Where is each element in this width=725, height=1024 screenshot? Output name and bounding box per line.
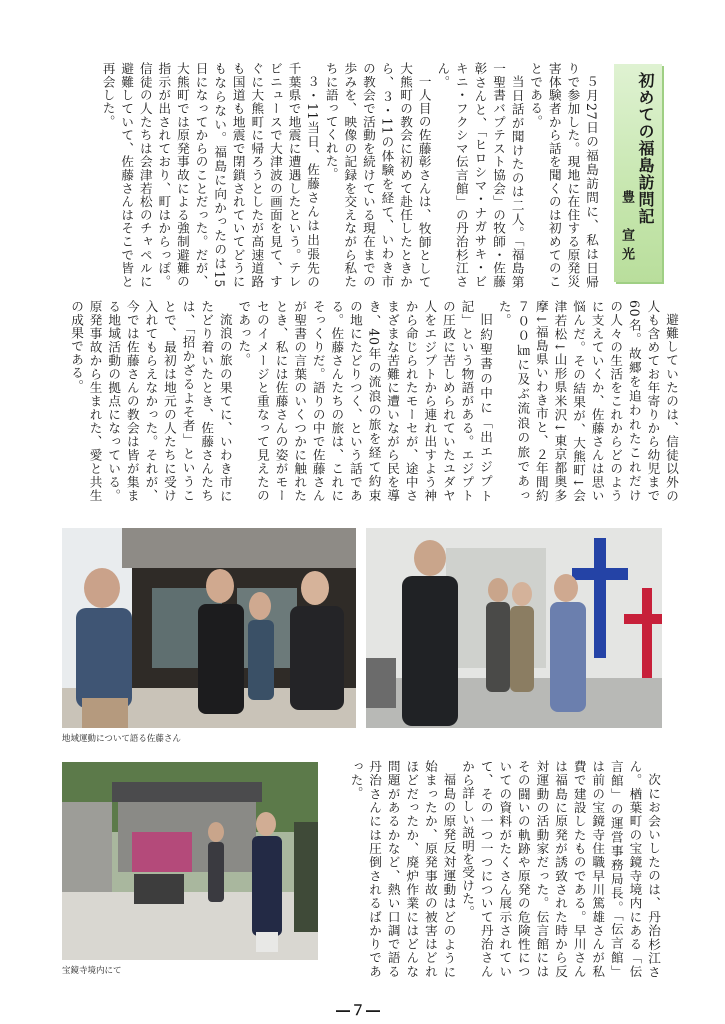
paragraph: 流浪の旅の果てに、いわき市にたどり着いたとき、佐藤さんたちは、「招かざるよそ者」ということで、最初は地元の人たちに受け入れてもらえなかった。それが、今では佐藤さんの教会は皆が集まる地域活動の拠点になっている。原発事故から生まれた、愛と共生の成果である。 bbox=[69, 300, 233, 502]
text-block-bottom-right bbox=[336, 760, 662, 978]
paragraph: 旧約聖書の中に「出エジプト記」という物語がある。エジプトの圧政に苦しめられていたユダヤ人をエジプトから連れ出すよう神から命じられたモーセが、途中さまざまな苦難に遭いながら民を導き、40年の流浪の旅を経て約束の地にたどりつく、という話である。佐藤さんたちの旅は、これにそっくりだ。語りの中で佐藤さんが聖書の言葉のいくつかに触れたとき、私には佐藤さんの姿がモーセのイメージと重なって見えたのであった。 bbox=[236, 300, 494, 502]
text-block-top-left bbox=[60, 300, 680, 502]
article-author: 豊 宣光 bbox=[619, 190, 634, 266]
photo-sato-speaking bbox=[62, 528, 356, 728]
paragraph: 避難していたのは、信徒以外の人も含めてお年寄りから幼児まで60名。故郷を追われたこれだけの人々の生活をこれからどのように支えていくか、佐藤さんは思い悩んだ。その結果が、大熊町↓会津若松↓山形県米沢↓東京都奥多摩↓福島県いわき市と、２年間約７００㎞に及ぶ流浪の旅であった。 bbox=[496, 300, 679, 502]
paragraph: 一人目の佐藤彰さんは、牧師として大熊町の教会に初めて赴任したときから、３・11の体験を経て、いわき市の教会で活動を続けている現在までの歩みを、映像の記録を交えながら私たちに語ってくれた。 bbox=[323, 62, 432, 288]
caption-photo3: 宝鏡寺境内にて bbox=[62, 966, 122, 976]
photo-dengonkan-image bbox=[366, 528, 662, 728]
photo-sato-speaking-image bbox=[62, 528, 356, 728]
paragraph: 福島の原発反対運動はどのように始まったか、原発事故の被害はどれほどだったか、廃炉作業にはどんな問題があるかなど、熱い口調で語る丹治さんには圧倒されるばかりであった。 bbox=[348, 760, 457, 978]
paragraph: ３・11当日、佐藤さんは出張先の千葉県で地震に遭遇したという。テレビニュースで大津波の画面を見て、すぐに大熊町に帰ろうとしたが高速道路も国道も地震で閉鎖されていてどうにもならない。福島に向かったのは15日になってからのことだった。だが、大熊町では原発事故による強制避難の指示が出されており、町はからっぽ。信徒の人たちは会津若松のチャペルに避難していて、佐藤さんはそこで皆と再会した。 bbox=[100, 62, 321, 288]
text-block-top-right bbox=[60, 62, 600, 288]
paragraph: ５月27日の福島訪問に、私は日帰りで参加した。現地に在住する原発災害体験者から話を聞くのは初めてのことである。 bbox=[528, 62, 599, 288]
caption-photo1: 地域運動について語る佐藤さん bbox=[62, 734, 181, 744]
photo-dengonkan-interior bbox=[366, 528, 662, 728]
photo-temple-grounds bbox=[62, 762, 318, 960]
article-title: 初めての福島訪問記 bbox=[636, 72, 655, 225]
paragraph: 次にお会いしたのは、丹治杉江さん。楢葉町の宝鏡寺境内にある「伝言館」の運営事務局長。「伝言館」は前の宝鏡寺住職早川篤雄さんが私費で建設したものである。早川さんは福島に原発が誘致された時から反対運動の活動家だった。伝言館にはその闘いの軌跡や原発の危険性についての資料がたくさん展示されていて、その一つ一つについて丹治さんから詳しい説明を受けた。 bbox=[460, 760, 661, 978]
photo-temple-image bbox=[62, 762, 318, 960]
page-number: ―７― bbox=[336, 1003, 381, 1019]
paragraph: 当日話が聞けたのは二人。「福島第一聖書バプテスト協会」の牧師・佐藤彰さんと、「ヒロシマ・ナガサキ・ビキニ・フクシマ伝言館」の丹治杉江さん。 bbox=[435, 62, 525, 288]
